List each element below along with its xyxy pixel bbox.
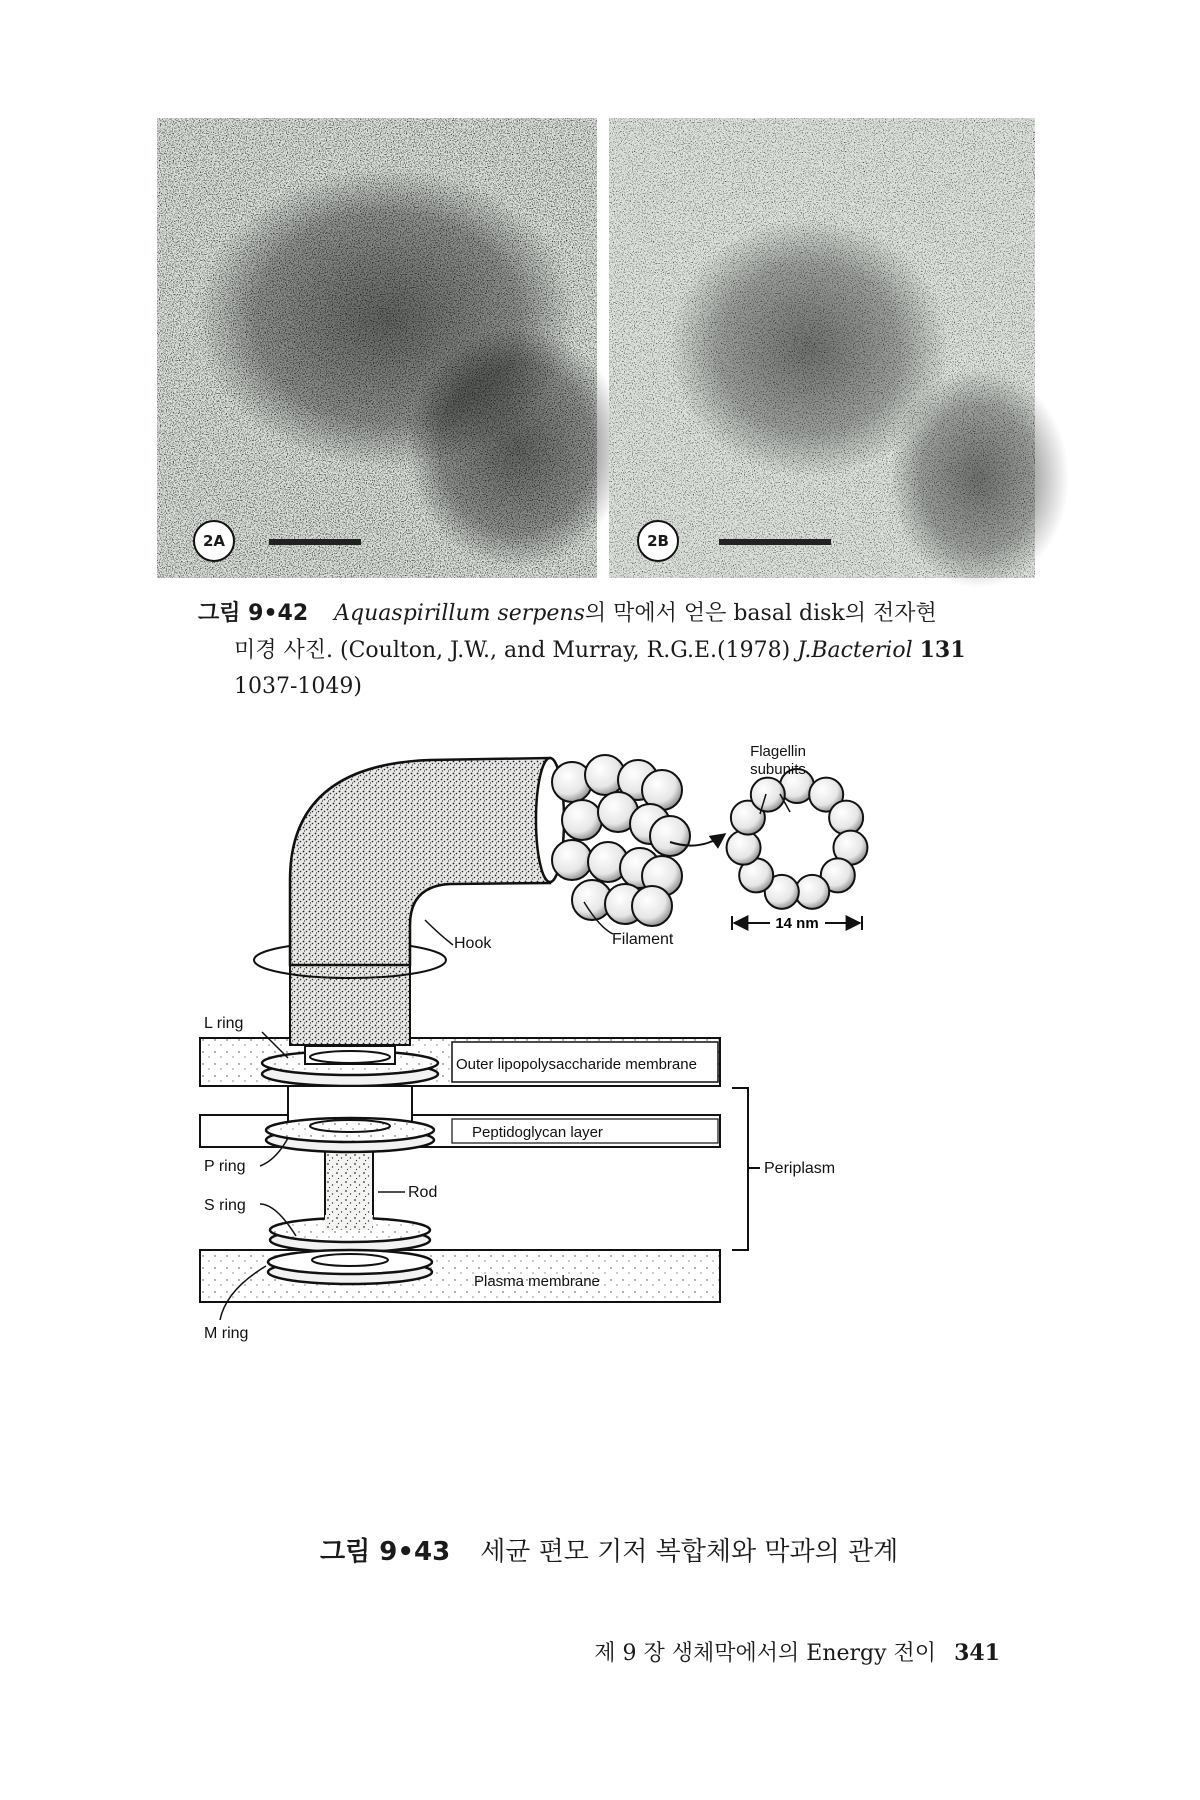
label-flagellin: Flagellin [750,743,806,760]
flagellin-subunit [562,800,602,840]
panel-label-2b: 2B [637,520,679,562]
label-l-ring: L ring [204,1015,244,1032]
periplasm-bracket [732,1088,760,1250]
caption-text-2: 미경 사진. [234,638,333,663]
journal-name: J.Bacteriol [797,638,913,663]
hook [290,758,550,965]
journal-volume: 131 [919,637,966,663]
flagellin-subunit [552,840,592,880]
caption-line-2 [198,632,1038,669]
figure-label-2: 그림 9•43 [320,1537,451,1567]
caption-text-3: 세균 편모 기저 복합체와 막과의 관계 [480,1537,899,1567]
figure-9-42-caption [198,596,1038,705]
flagellin-subunit [632,886,672,926]
micrograph-2b-image [609,118,1035,578]
caption-line-1 [198,596,1038,632]
label-p-ring: P ring [204,1158,246,1175]
caption-text: 의 막에서 얻은 basal disk의 전자현 [584,601,937,626]
dimension-14nm [732,915,862,932]
label-m-ring: M ring [204,1325,249,1342]
label-subunits: subunits [750,761,806,778]
micrograph-panel-2b [609,118,1035,578]
flagellin-filament [552,755,690,926]
flagellin-cross-section [727,769,868,909]
label-hook: Hook [454,935,492,952]
label-peptidoglycan: Peptidoglycan layer [472,1124,603,1141]
label-s-ring: S ring [204,1197,246,1214]
label-periplasm: Periplasm [764,1160,836,1177]
flagellin-subunit [727,831,761,865]
micrograph-figure [157,118,1035,578]
micrograph-2a-image [157,118,597,578]
micrograph-panel-2a [157,118,597,578]
panel-label-2a: 2A [193,520,235,562]
page-number: 341 [954,1640,1000,1666]
label-plasma-membrane: Plasma membrane [474,1273,600,1290]
citation-pages: 1037-1049) [234,674,362,699]
label-outer-membrane: Outer lipopolysaccharide membrane [456,1056,697,1073]
scale-bar-2b [719,539,831,545]
label-14nm: 14 nm [775,915,819,932]
label-filament: Filament [612,931,674,948]
species-name: Aquaspirillum serpens [334,601,585,626]
flagellin-subunit [829,801,863,835]
scale-bar-2a [269,539,361,545]
caption-line-3 [198,669,1038,705]
figure-label: 그림 9•42 [198,601,309,626]
flagellin-subunit [650,816,690,856]
page-footer [560,1636,1000,1667]
flagellin-subunit [795,875,829,909]
flagellum-basal-body-diagram [200,743,1020,1520]
figure-9-43-caption [320,1534,1160,1570]
chapter-title: 제 9 장 생체막에서의 Energy 전이 [594,1641,937,1666]
m-ring [268,1250,432,1284]
p-ring [266,1086,434,1152]
citation: (Coulton, J.W., and Murray, R.G.E.(1978) [340,638,791,663]
label-rod: Rod [408,1184,438,1201]
